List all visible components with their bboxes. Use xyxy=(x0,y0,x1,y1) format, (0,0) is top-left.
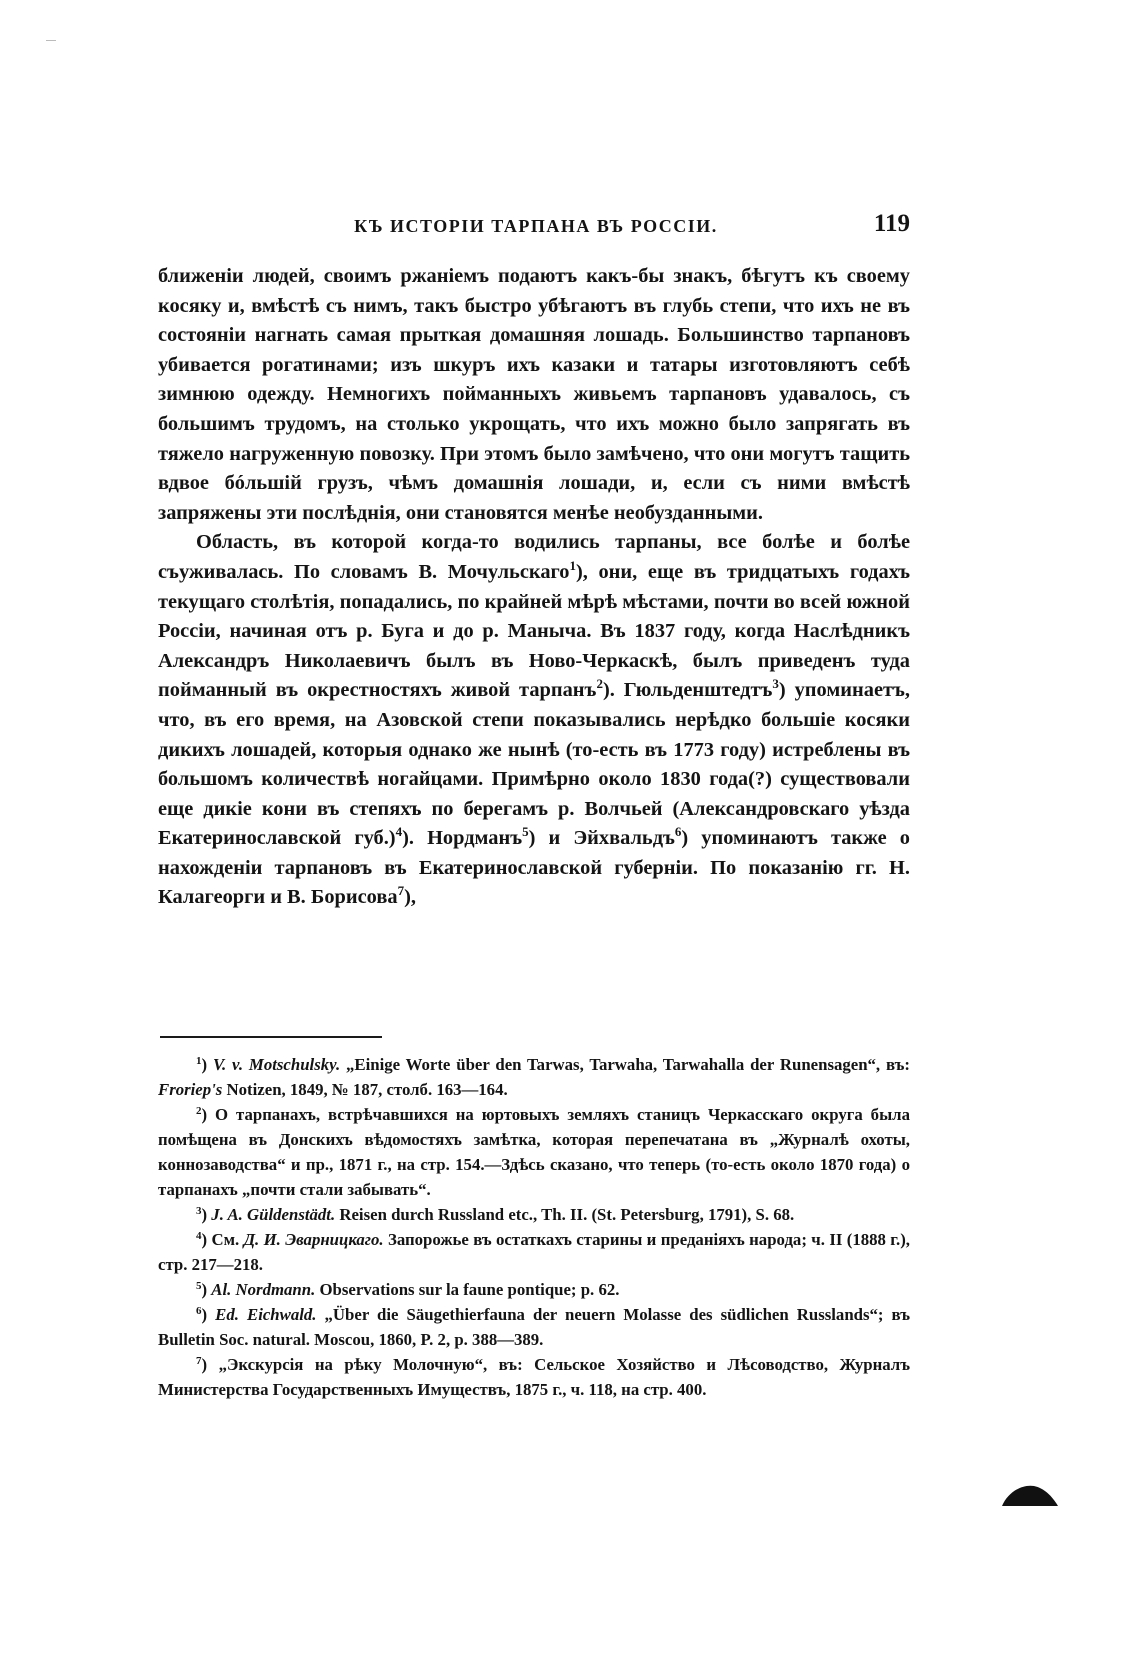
footnote-ref: 4 xyxy=(395,824,403,840)
footnote-mark: 2 xyxy=(196,1105,202,1117)
text-run: ), xyxy=(404,886,416,909)
footnote-mark: 3 xyxy=(196,1205,202,1217)
footnote-ref: 3 xyxy=(772,676,779,692)
footnotes xyxy=(158,1052,910,1402)
footnote-prefix: См. xyxy=(211,1230,244,1249)
footnote-text: Notizen, 1849, № 187, столб. 163—164. xyxy=(222,1080,508,1099)
page-number: 119 xyxy=(873,210,910,237)
footnote-ref: 6 xyxy=(674,824,682,840)
footnote-7: $^7$) „Экскурсія на рѣку Молочную“, въ: Сельское Хозяйство и Лѣсоводство, Журналъ Министерства Государственныхъ Имуществъ, 1875 г., ч. 118, на стр. 400. xyxy=(158,1355,910,1399)
text-run: ) упоминаетъ, что, въ его время, на Азовской степи показывались нерѣдко большіе косяки дикихъ лошадей, которыя однако же нынѣ (то-есть въ 1773 году) истреблены въ большомъ количествѣ ногайцами. Примѣрно около 1830 года(?) существовали еще дикіе кони въ степяхъ по берегамъ р. Волчьей (Александровскаго уѣзда Екатеринославской губ.) xyxy=(158,679,910,850)
footnote-text: „Экскурсія на рѣку Молочную“, въ: Сельское Хозяйство и Лѣсоводство, Журналъ Министерства Государственныхъ Имуществъ, 1875 г., ч. 118, на стр. 400. xyxy=(158,1355,910,1399)
footnote-author: J. A. Güldenstädt. xyxy=(211,1205,336,1224)
main-text xyxy=(158,262,910,913)
footnote-3: $^3$) J. A. Güldenstädt. Reisen durch Russland etc., Th. II. (St. Petersburg, 1791), S. 68. xyxy=(196,1205,795,1224)
footnote-text: О тарпанахъ, встрѣчавшихся на юртовыхъ земляхъ станицъ Черкасскаго округа была помѣщена въ Донскихъ вѣдомостяхъ замѣтка, которая перепечатана въ „Журналѣ охоты, коннозаводства“ и пр., 1871 г., на стр. 154.—Здѣсь сказано, что теперь (то-есть около 1870 года) о тарпанахъ „почти стали забывать“. xyxy=(158,1105,910,1199)
footnote-mark: 6 xyxy=(196,1305,202,1317)
footnote-text: Запорожье въ остаткахъ старины и преданіяхъ народа; ч. II (1888 г.), стр. 217—218. xyxy=(158,1230,910,1274)
footnote-mark: 7 xyxy=(196,1355,202,1367)
text-run: ) упоминаютъ также о нахожденіи тарпановъ въ Екатеринославской губерніи. По показанію гг. Н. Калагеорги и В. Борисова xyxy=(158,827,911,909)
ink-smudge-icon xyxy=(1000,1480,1060,1510)
running-title: КЪ ИСТОРІИ ТАРПАНА ВЪ РОССІИ. xyxy=(354,216,718,236)
footnote-author: V. v. Motschulsky. xyxy=(212,1055,341,1074)
footnote-text: „Über die Säugethierfauna der neuern Molasse des südlichen Russlands“; въ Bulletin Soc. natural. Moscou, 1860, P. 2, p. 388—389. xyxy=(158,1305,910,1349)
footnote-author: Ed. Eichwald. xyxy=(215,1305,317,1324)
text-run: ) и Эйхвальдъ xyxy=(528,827,675,850)
footnote-separator xyxy=(160,1036,382,1038)
running-head xyxy=(162,210,910,244)
text-run: Область, въ которой когда-то водились тарпаны, все болѣе и болѣе съуживалась. По словамъ В. Мочульскаго xyxy=(158,531,910,583)
footnote-author: Al. Nordmann. xyxy=(211,1280,316,1299)
footnote-text: Observations sur la faune pontique; p. 62. xyxy=(315,1280,620,1299)
footnote-ref: 5 xyxy=(522,824,529,840)
footnote-ref: 1 xyxy=(569,557,576,573)
footnote-4: $^4$) См. Д. И. Эварницкаго. Запорожье въ остаткахъ старины и преданіяхъ народа; ч. II (1888 г.), стр. 217—218. xyxy=(158,1230,910,1274)
text-run: ), они, еще въ тридцатыхъ годахъ текущаго столѣтія, попадались, по крайней мѣрѣ мѣстами, почти во всей южной Россіи, начиная отъ р. Буга и до р. Маныча. Въ 1837 году, когда Наслѣдникъ Александръ Николаевичъ былъ въ Ново-Черкаскѣ, былъ приведенъ туда пойманный въ окрестностяхъ живой тарпанъ xyxy=(158,560,910,702)
footnote-text: Reisen durch Russland etc., Th. II. (St. Petersburg, 1791), S. 68. xyxy=(335,1205,795,1224)
footnote-journal: Froriep's xyxy=(158,1080,223,1099)
footnote-2: $^2$) О тарпанахъ, встрѣчавшихся на юртовыхъ земляхъ станицъ Черкасскаго округа была помѣщена въ Донскихъ вѣдомостяхъ замѣтка, которая перепечатана въ „Журналѣ охоты, коннозаводства“ и пр., 1871 г., на стр. 154.—Здѣсь сказано, что теперь (то-есть около 1870 года) о тарпанахъ „почти стали забывать“. xyxy=(158,1105,910,1199)
footnote-mark: 5 xyxy=(196,1280,202,1292)
text-run: ). Нордманъ xyxy=(402,827,523,850)
footnote-6: $^6$) Ed. Eichwald. „Über die Säugethierfauna der neuern Molasse des südlichen Russlands“; въ Bulletin Soc. natural. Moscou, 1860, P. 2, p. 388—389. xyxy=(158,1305,910,1349)
footnote-1: $^1$) V. v. Motschulsky. „Einige Worte über den Tarwas, Tarwaha, Tarwahalla der Runensagen“, въ: Froriep's Notizen, 1849, № 187, столб. 163—164. xyxy=(158,1055,910,1099)
scan-mark xyxy=(46,40,56,41)
footnote-5: $^5$) Al. Nordmann. Observations sur la faune pontique; p. 62. xyxy=(196,1280,620,1299)
footnote-ref: 2 xyxy=(596,676,603,692)
footnote-mark: 1 xyxy=(196,1055,202,1067)
paragraph-continued: ближеніи людей, своимъ ржаніемъ подаютъ какъ-бы знакъ, бѣгутъ къ своему косяку и, вмѣстѣ съ нимъ, такъ быстро убѣгаютъ въ глубь степи, что ихъ не въ состояніи нагнать самая прыткая домашняя лошадь. Большинство тарпановъ убивается рогатинами; изъ шкуръ ихъ казаки и татары изготовляютъ себѣ зимнюю одежду. Немногихъ пойманныхъ живьемъ тарпановъ удавалось, съ большимъ трудомъ, на столько укрощать, что ихъ можно было запрягать въ тяжело нагруженную повозку. При этомъ было замѣчено, что они могутъ тащить вдвое бóльшій грузъ, чѣмъ домашнія лошади, и, если съ ними вмѣстѣ запряжены эти послѣднія, они становятся менѣе необузданными. xyxy=(158,265,910,524)
text-run: ). Гюльденштедтъ xyxy=(602,679,773,702)
footnote-mark: 4 xyxy=(196,1230,202,1242)
footnote-ref: 7 xyxy=(397,883,405,899)
paragraph-tarpan-range xyxy=(158,528,910,913)
footnote-text: „Einige Worte über den Tarwas, Tarwaha, Tarwahalla der Runensagen“, въ: xyxy=(340,1055,910,1074)
footnote-author: Д. И. Эварницкаго. xyxy=(243,1230,384,1249)
